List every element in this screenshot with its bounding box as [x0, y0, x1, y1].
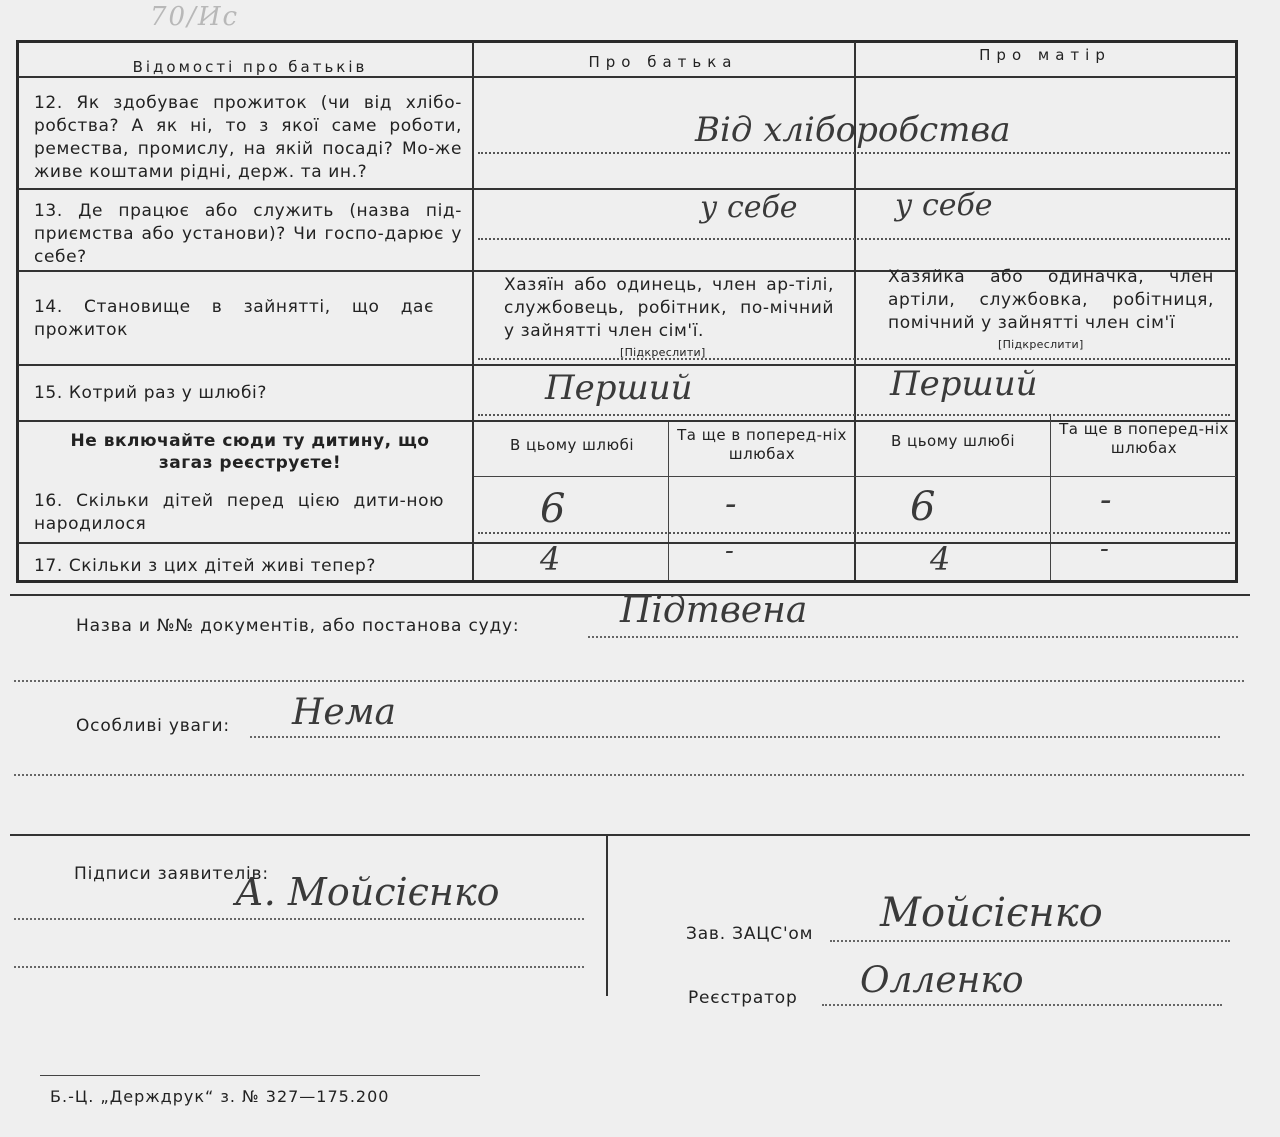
- section-divider-bottom: [10, 834, 1250, 836]
- answer-17-mother-prev: -: [1100, 534, 1109, 564]
- row13-line: [478, 238, 1230, 240]
- applicants-line-2: [14, 966, 584, 968]
- row14-line: [478, 358, 1230, 360]
- header-mother: Про матір: [979, 46, 1111, 64]
- head-zags-label: Зав. ЗАЦС'ом: [686, 924, 814, 944]
- answer-15-father: Перший: [545, 368, 693, 408]
- registrar-signature: Олленко: [860, 960, 1024, 1001]
- top-note: 70/Ис: [150, 2, 240, 32]
- answer-17-mother-this: 4: [930, 540, 951, 578]
- underline-hint-father: [Підкреслити]: [620, 346, 706, 359]
- options-14-mother: Хазяйка або одиначка, член артіли, службовка, робітниця, помічний у зайнятті член сім'ї: [888, 267, 1214, 333]
- row12-divider: [18, 188, 1236, 190]
- documents-line: [588, 636, 1238, 638]
- documents-value: Підтвена: [620, 590, 808, 631]
- exclude-child-note: Не включайте сюди ту дитину, що загаз реєструєте!: [70, 431, 430, 473]
- documents-line-2: [14, 680, 1244, 682]
- question-17: 17. Скільки з цих дітей живі тепер?: [34, 556, 376, 576]
- remarks-line-2: [14, 774, 1244, 776]
- answer-17-father-prev: -: [725, 536, 734, 566]
- answer-12: Від хліборобства: [695, 110, 1011, 150]
- father-this-marriage-header: В цьому шлюбі: [509, 436, 635, 454]
- applicants-line-1: [14, 918, 584, 920]
- row15-divider: [18, 420, 1236, 422]
- answer-16-father-this: 6: [540, 486, 566, 532]
- footer-rule: [40, 1075, 480, 1076]
- answer-17-father-this: 4: [540, 540, 561, 578]
- question-13: 13. Де працює або служить (назва під-приємства або установи)? Чи госпо-дарює у себе?: [34, 201, 462, 267]
- header-father: Про батька: [588, 53, 738, 71]
- row14-divider: [18, 364, 1236, 366]
- answer-15-mother: Перший: [890, 364, 1038, 404]
- row16-divider: [18, 542, 1236, 544]
- answer-16-mother-prev: -: [1100, 480, 1112, 520]
- head-zags-signature: Мойсієнко: [880, 890, 1103, 936]
- question-15: 15. Котрий раз у шлюбі?: [34, 383, 267, 403]
- col-divider-1: [472, 42, 474, 580]
- answer-13-mother: у себе: [895, 188, 993, 223]
- documents-label: Назва и №№ документів, або постанова суду:: [76, 616, 520, 636]
- header-parents-info: Відомості про батьків: [132, 58, 368, 76]
- applicants-signature-label: Підписи заявителів:: [74, 864, 269, 884]
- underline-hint-mother: [Підкреслити]: [998, 338, 1084, 351]
- applicants-signature: А. Мойсієнко: [235, 870, 500, 914]
- question-12: 12. Як здобуває прожиток (чи від хлібо-робства? А як ні, то з якої саме роботи, ремества, промислу, на якій посаді? Мо-же живе коштами рідні, держ. та ин.?: [34, 93, 462, 182]
- father-prev-marriages-header: Та ще в поперед-ніх шлюбах: [677, 426, 847, 463]
- remarks-value: Нема: [292, 692, 397, 733]
- printer-imprint: Б.-Ц. „Держдрук“ з. № 327—175.200: [50, 1087, 390, 1106]
- mother-prev-marriages-header: Та ще в поперед-ніх шлюбах: [1059, 420, 1229, 457]
- options-14-father: Хазяїн або одинець, член ар-тілі, службовець, робітник, по-мічний у зайнятті член сім'ї.: [504, 275, 834, 341]
- answer-16-father-prev: -: [725, 484, 737, 524]
- row16-line: [478, 532, 1230, 534]
- head-zags-line: [830, 940, 1230, 942]
- question-14: 14. Становище в зайнятті, що дає прожиток: [34, 297, 434, 340]
- header-divider: [18, 76, 1236, 78]
- subheader-divider: [474, 476, 1236, 477]
- row15-line: [478, 414, 1230, 416]
- mother-this-marriage-header: В цьому шлюбі: [890, 432, 1016, 450]
- col-divider-father-sub: [668, 422, 669, 580]
- signature-divider: [606, 836, 608, 996]
- remarks-label: Особливі уваги:: [76, 716, 230, 736]
- answer-13-father: у себе: [700, 190, 798, 225]
- answer-16-mother-this: 6: [910, 484, 936, 530]
- question-16: 16. Скільки дітей перед цією дити-ною народилося: [34, 491, 444, 534]
- row12-line: [478, 152, 1230, 154]
- registrar-label: Реєстратор: [688, 988, 798, 1008]
- col-divider-mother-sub: [1050, 414, 1051, 580]
- remarks-line: [250, 736, 1220, 738]
- registrar-line: [822, 1004, 1222, 1006]
